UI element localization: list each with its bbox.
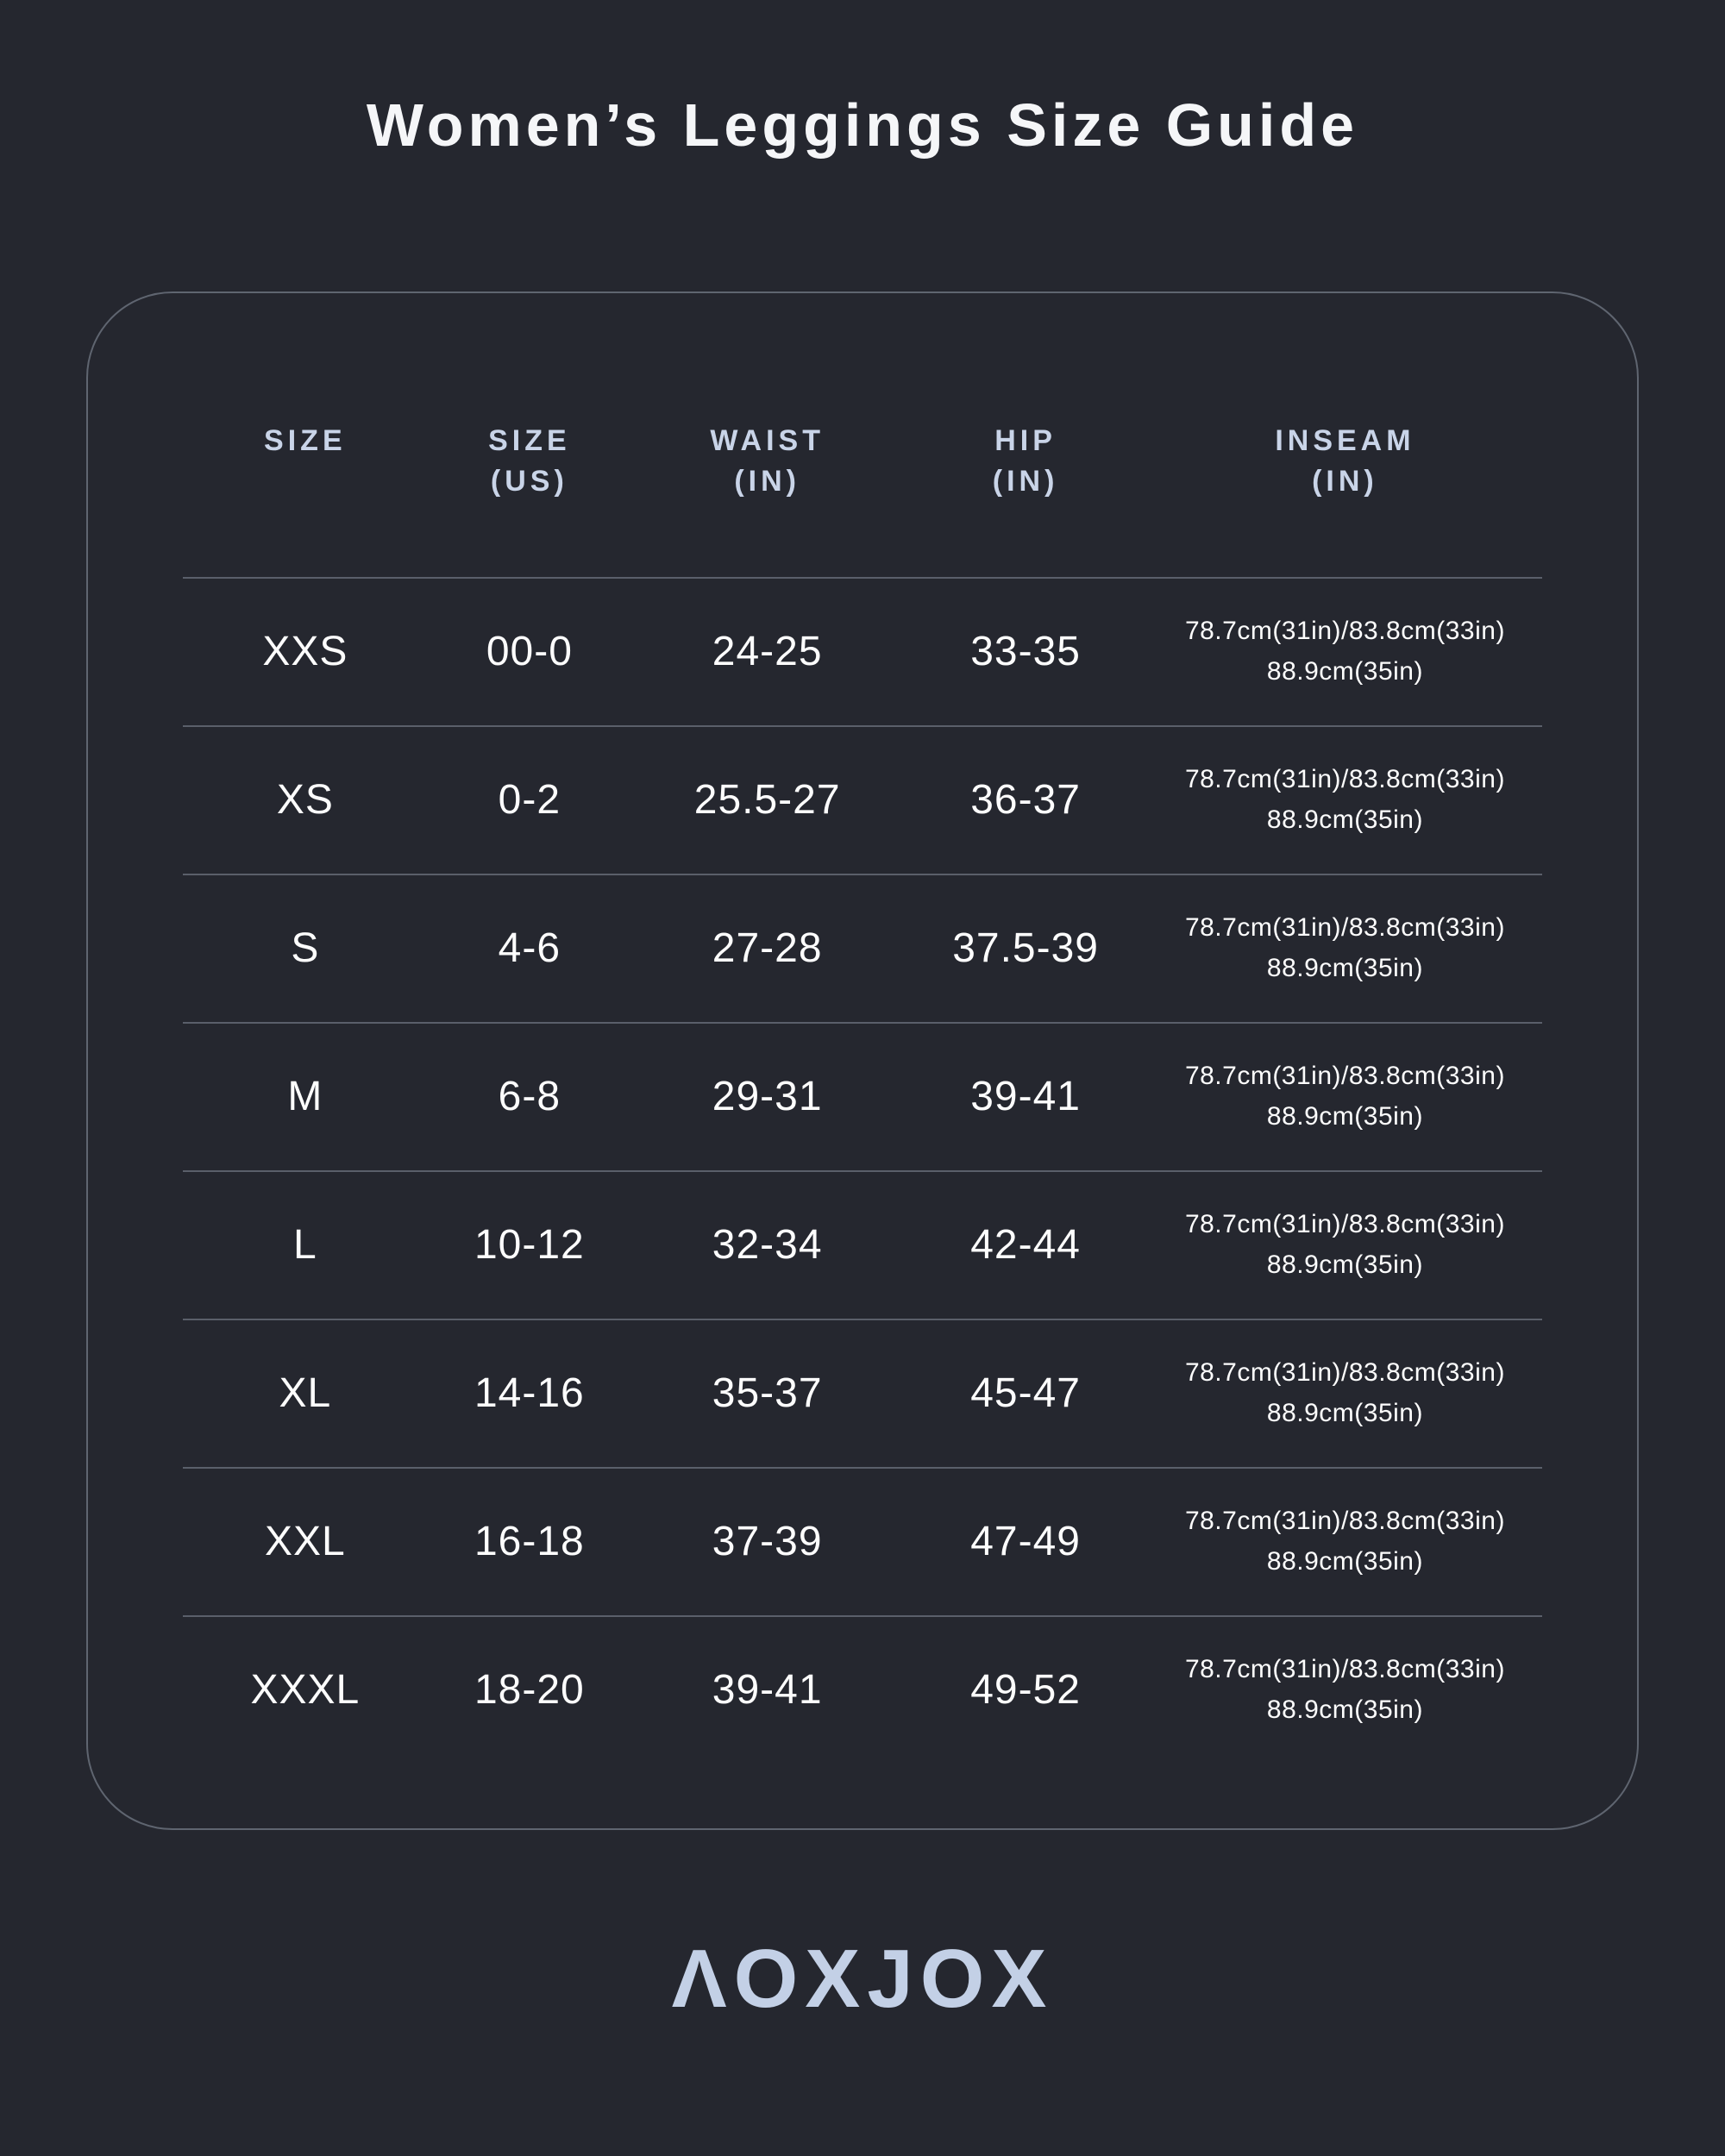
hip-cell: 49-52: [970, 1667, 1081, 1714]
size-us-cell: 00-0: [486, 629, 573, 675]
inseam-cell: [1148, 611, 1542, 692]
column-header-waist: [631, 421, 903, 503]
waist-cell: 24-25: [712, 629, 823, 675]
inseam-cell: [1148, 760, 1542, 840]
column-label: HIP: [994, 423, 1057, 457]
hip-cell: 33-35: [970, 629, 1081, 675]
table-row-xxs: [183, 579, 1542, 725]
inseam-line1: 78.7cm(31in)/83.8cm(33in): [1184, 1358, 1505, 1388]
hip-cell: 47-49: [970, 1519, 1081, 1565]
waist-cell: 35-37: [712, 1370, 823, 1417]
column-label: INSEAM: [1275, 423, 1415, 457]
size-cell: M: [287, 1074, 323, 1120]
column-unit: (US): [490, 465, 568, 498]
table-row-xl: [183, 1320, 1542, 1467]
column-unit: (IN): [734, 465, 800, 498]
inseam-cell: [1148, 1205, 1542, 1285]
inseam-line1: 78.7cm(31in)/83.8cm(33in): [1184, 765, 1505, 794]
waist-cell: 32-34: [712, 1222, 823, 1269]
table-row-xxl: [183, 1469, 1542, 1615]
size-cell: S: [291, 925, 320, 972]
hip-cell: 45-47: [970, 1370, 1081, 1417]
brand-logo-text: ΛOXJOX: [671, 1932, 1054, 2025]
hip-cell: 42-44: [970, 1222, 1081, 1269]
column-unit: (IN): [992, 465, 1059, 498]
column-header-hip: [903, 421, 1148, 503]
inseam-cell: [1148, 908, 1542, 988]
waist-cell: 29-31: [712, 1074, 823, 1120]
column-label: WAIST: [710, 423, 825, 457]
inseam-line1: 78.7cm(31in)/83.8cm(33in): [1184, 1507, 1505, 1536]
size-us-cell: 6-8: [498, 1074, 561, 1120]
size-cell: XXS: [262, 629, 348, 675]
hip-cell: 39-41: [970, 1074, 1081, 1120]
column-header-inseam: [1148, 421, 1542, 503]
waist-cell: 37-39: [712, 1519, 823, 1565]
inseam-line2: 88.9cm(35in): [1266, 1101, 1423, 1131]
size-us-cell: 18-20: [474, 1667, 585, 1714]
inseam-line1: 78.7cm(31in)/83.8cm(33in): [1184, 617, 1505, 646]
hip-cell: 36-37: [970, 777, 1081, 824]
column-header-size-us: [428, 421, 631, 503]
inseam-cell: [1148, 1650, 1542, 1730]
inseam-line2: 88.9cm(35in): [1266, 1250, 1423, 1279]
hip-cell: 37.5-39: [952, 925, 1099, 972]
size-us-cell: 14-16: [474, 1370, 585, 1417]
size-cell: XXL: [264, 1519, 346, 1565]
size-cell: XXXL: [250, 1667, 361, 1714]
inseam-line2: 88.9cm(35in): [1266, 1398, 1423, 1427]
brand-logo: [0, 1932, 1725, 2027]
table-row-s: [183, 875, 1542, 1022]
table-header: [183, 293, 1542, 577]
size-us-cell: 4-6: [498, 925, 561, 972]
inseam-line1: 78.7cm(31in)/83.8cm(33in): [1184, 1062, 1505, 1091]
inseam-line1: 78.7cm(31in)/83.8cm(33in): [1184, 1655, 1505, 1684]
size-us-cell: 16-18: [474, 1519, 585, 1565]
page-title: Women’s Leggings Size Guide: [366, 91, 1359, 159]
size-us-cell: 0-2: [498, 777, 561, 824]
inseam-line2: 88.9cm(35in): [1266, 805, 1423, 834]
inseam-cell: [1148, 1501, 1542, 1582]
waist-cell: 27-28: [712, 925, 823, 972]
table-row-xs: [183, 727, 1542, 874]
inseam-line2: 88.9cm(35in): [1266, 1695, 1423, 1724]
inseam-line2: 88.9cm(35in): [1266, 953, 1423, 982]
size-cell: XL: [279, 1370, 332, 1417]
size-guide-panel: [86, 291, 1639, 1830]
table-row-m: [183, 1024, 1542, 1170]
size-cell: L: [292, 1222, 317, 1269]
inseam-line1: 78.7cm(31in)/83.8cm(33in): [1184, 1210, 1505, 1239]
size-cell: XS: [276, 777, 334, 824]
inseam-cell: [1148, 1353, 1542, 1433]
column-header-size: [183, 421, 428, 503]
inseam-line1: 78.7cm(31in)/83.8cm(33in): [1184, 913, 1505, 943]
table-row-l: [183, 1172, 1542, 1319]
column-label: SIZE: [264, 423, 347, 457]
inseam-line2: 88.9cm(35in): [1266, 1546, 1423, 1576]
waist-cell: 25.5-27: [693, 777, 841, 824]
column-unit: (IN): [1312, 465, 1378, 498]
table-row-xxxl: [183, 1617, 1542, 1764]
inseam-line2: 88.9cm(35in): [1266, 656, 1423, 686]
column-label: SIZE: [488, 423, 571, 457]
waist-cell: 39-41: [712, 1667, 823, 1714]
inseam-cell: [1148, 1056, 1542, 1137]
size-us-cell: 10-12: [474, 1222, 585, 1269]
